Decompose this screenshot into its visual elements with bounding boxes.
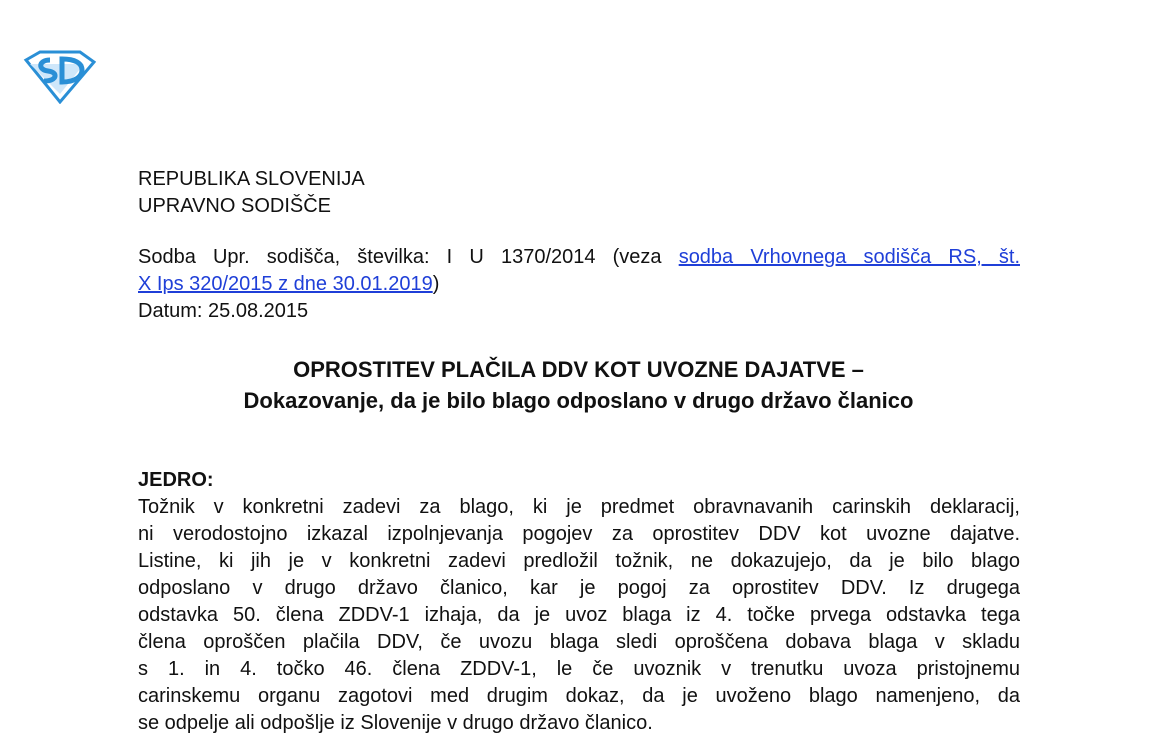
jedro-line: ni verodostojno izkazal izpolnjevanja pogojev za oprostitev DDV kot uvozne dajatve. xyxy=(138,523,1020,545)
header-court: UPRAVNO SODIŠČE xyxy=(138,195,331,217)
jedro-line: Tožnik v konkretni zadevi za blago, ki je predmet obravnavanih carinskih deklaracij, xyxy=(138,496,1020,518)
document-subtitle: Dokazovanje, da je bilo blago odposlano v drugo državo članico xyxy=(243,388,914,413)
supreme-court-link-part-2[interactable]: X Ips 320/2015 z dne 30.01.2019 xyxy=(138,273,433,295)
jedro-line: s 1. in 4. točko 46. člena ZDDV-1, le če uvoznik v trenutku uvoza pristojnemu xyxy=(138,658,1020,680)
reference-line-1 xyxy=(138,244,1020,271)
jedro-line: odposlano v drugo državo članico, kar je pogoj za oprostitev DDV. Iz drugega xyxy=(138,577,1020,599)
jedro-line: Listine, ki jih je v konkretni zadevi predložil tožnik, ne dokazujejo, da je bilo blago xyxy=(138,550,1020,572)
reference-suffix: ) xyxy=(432,273,440,295)
jedro-line: člena oproščen plačila DDV, če uvozu blaga sledi oproščena dobava blaga v skladu xyxy=(138,631,1020,653)
court-logo-icon xyxy=(20,48,96,104)
jedro-line: se odpelje ali odpošlje iz Slovenije v drugo državo članico. xyxy=(138,712,653,734)
case-date: Datum: 25.08.2015 xyxy=(138,300,309,322)
header-country: REPUBLIKA SLOVENIJA xyxy=(138,168,365,190)
jedro-line: odstavka 50. člena ZDDV-1 izhaja, da je uvoz blaga iz 4. točke prvega odstavka tega xyxy=(138,604,1020,626)
supreme-court-link-part-1[interactable]: sodba Vrhovnega sodišča RS, št. xyxy=(678,246,1020,268)
reference-line-2 xyxy=(138,271,1020,298)
document-title: OPROSTITEV PLAČILA DDV KOT UVOZNE DAJATVE – xyxy=(293,357,864,382)
case-reference xyxy=(138,244,1020,325)
reference-prefix: Sodba Upr. sodišča, številka: I U 1370/2014 (veza xyxy=(138,246,679,268)
jedro-line: carinskemu organu zagotovi med drugim dokaz, da je uvoženo blago namenjeno, da xyxy=(138,685,1020,707)
jedro-heading: JEDRO: xyxy=(138,469,214,491)
